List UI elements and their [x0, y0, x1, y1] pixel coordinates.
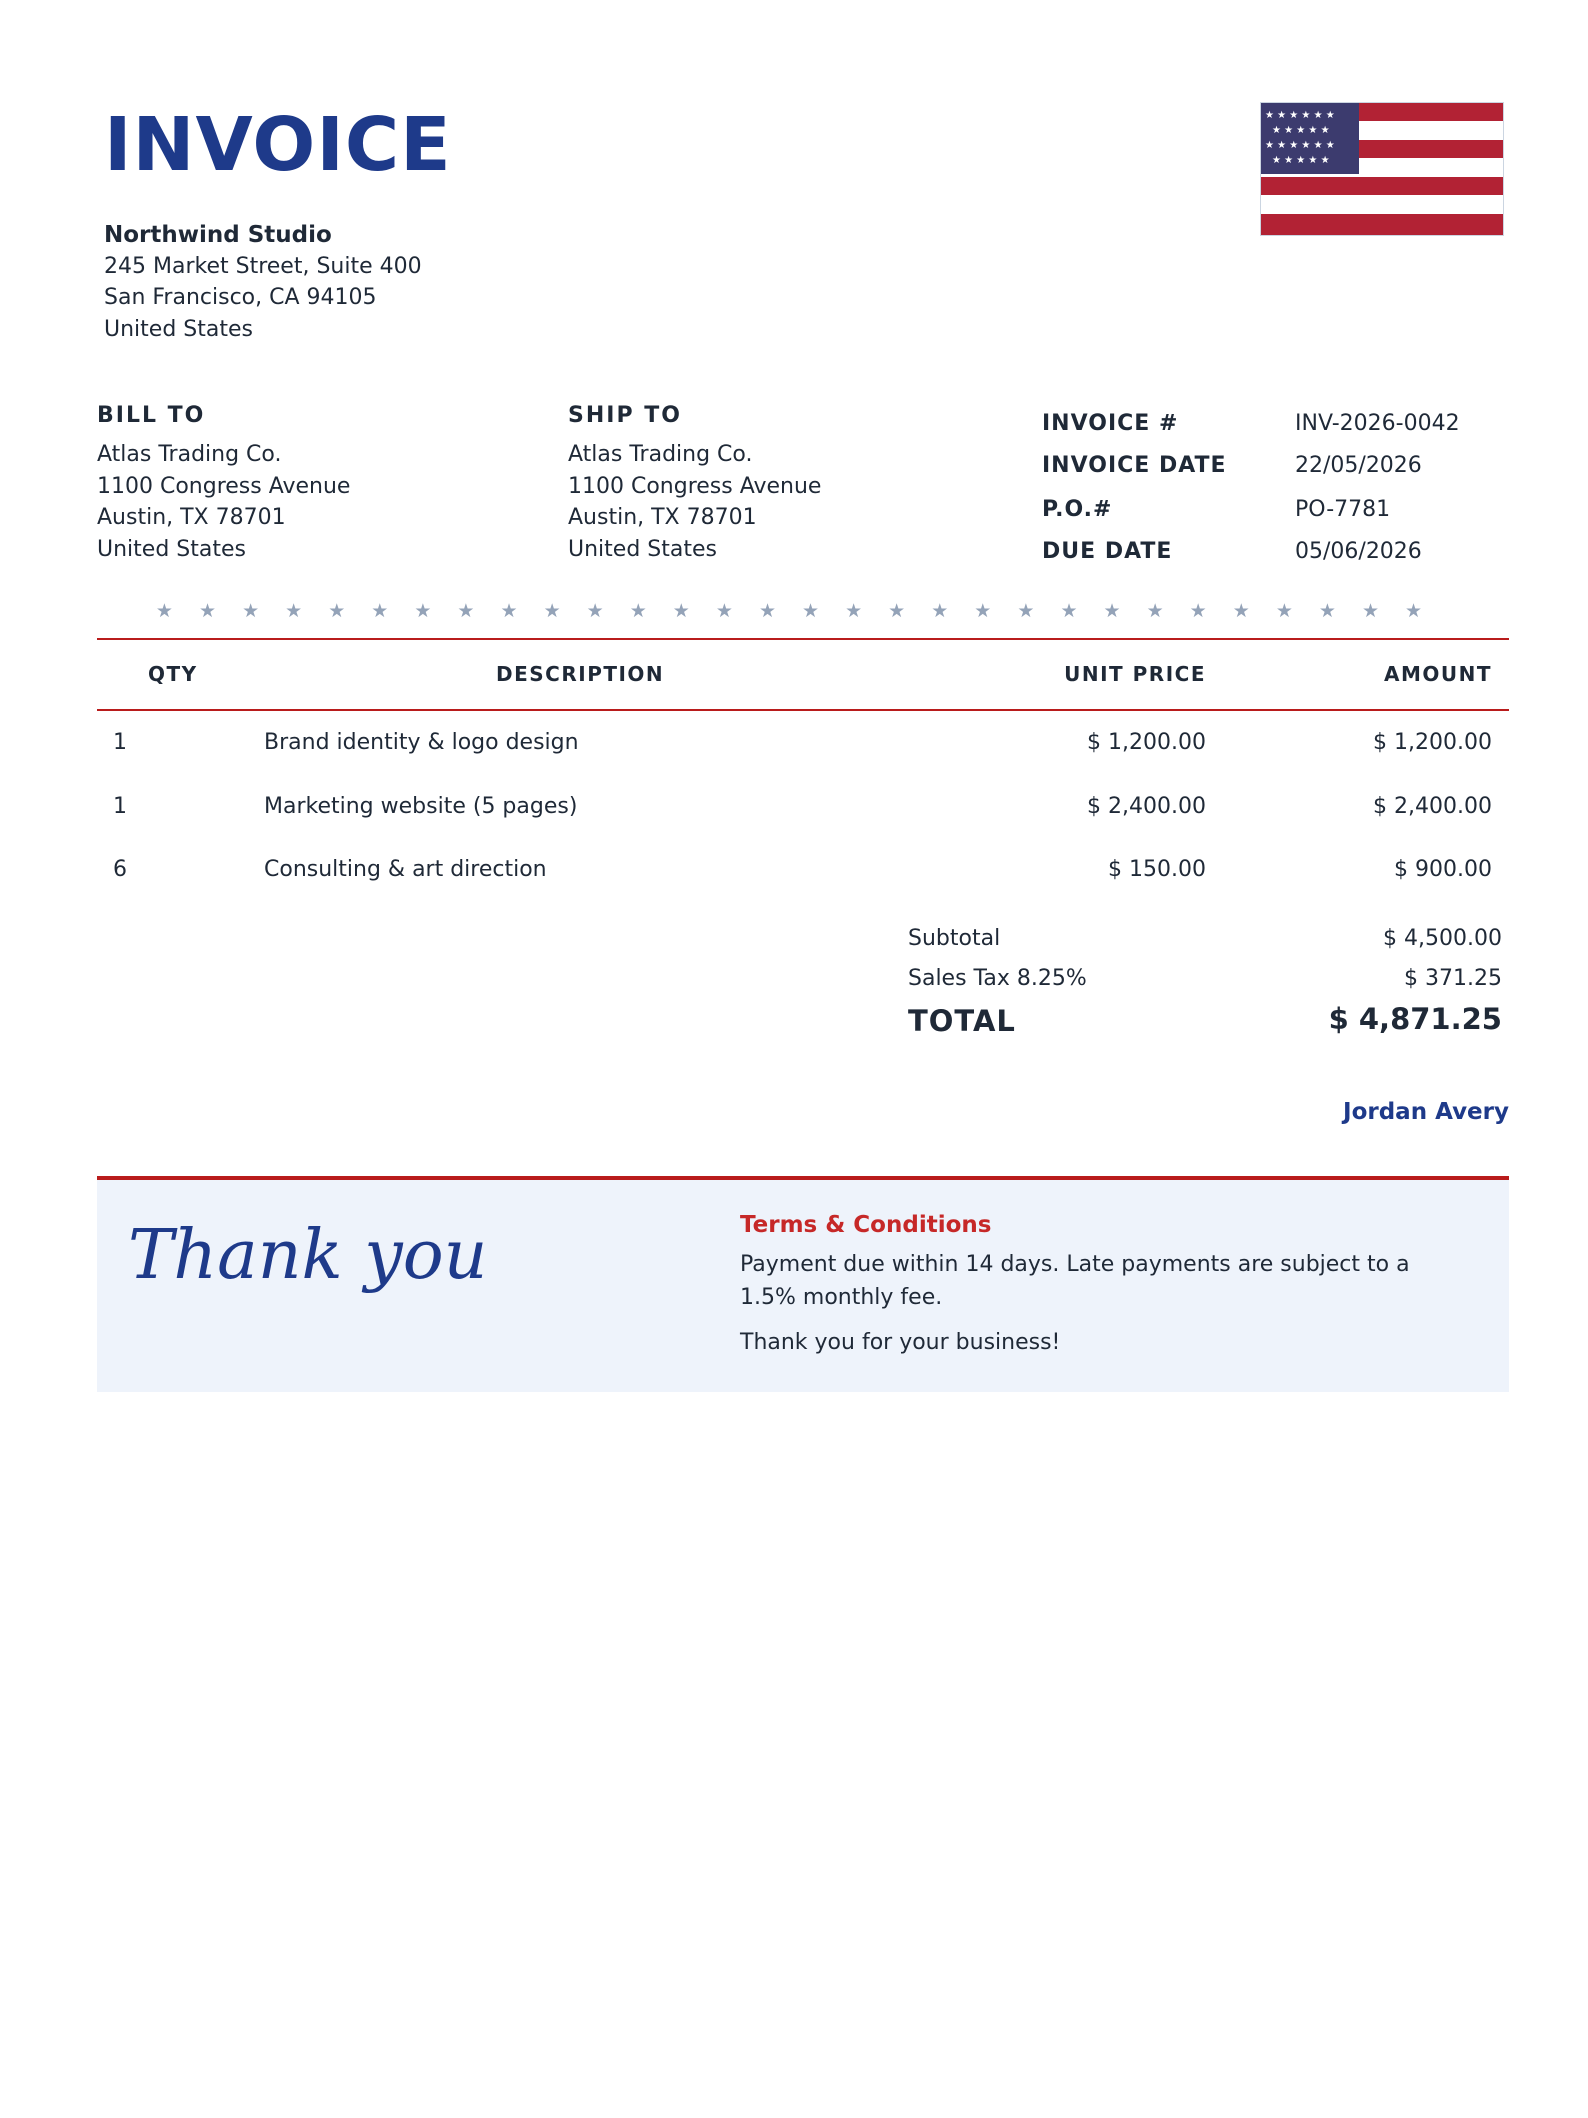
terms-thanks: Thank you for your business!: [740, 1330, 1061, 1355]
row-unit-price: $ 2,400.00: [1087, 794, 1206, 819]
ship-to-line: 1100 Congress Avenue: [568, 474, 822, 499]
ship-to-line: Atlas Trading Co.: [568, 442, 753, 467]
ship-to-label: SHIP TO: [568, 403, 682, 428]
description-header: DESCRIPTION: [496, 662, 665, 686]
terms-text: Payment due within 14 days. Late payments are subject to a 1.5% monthly fee.: [740, 1252, 1410, 1310]
svg-text:★ ★ ★ ★ ★ ★: ★ ★ ★ ★ ★ ★: [1265, 140, 1335, 151]
thank-you-text: Thank you: [128, 1216, 488, 1295]
terms-title: Terms & Conditions: [740, 1212, 992, 1238]
bill-to-label: BILL TO: [97, 403, 206, 428]
us-flag-graphic: [1261, 103, 1503, 235]
bill-to-line: 1100 Congress Avenue: [97, 474, 351, 499]
row-amount: $ 2,400.00: [1373, 794, 1492, 819]
svg-text:★ ★ ★ ★ ★: ★ ★ ★ ★ ★: [1272, 155, 1330, 166]
invoice-title: INVOICE: [104, 102, 452, 188]
qty-header: QTY: [148, 662, 198, 686]
us-flag-icon: [1260, 102, 1504, 236]
row-qty: 1: [113, 730, 127, 755]
company-address-line: United States: [104, 317, 253, 342]
total-value: $ 4,871.25: [1328, 1002, 1502, 1036]
table-header-rule: [97, 709, 1509, 711]
row-unit-price: $ 150.00: [1108, 857, 1206, 882]
row-description: Consulting & art direction: [264, 857, 547, 882]
ship-to-line: Austin, TX 78701: [568, 505, 757, 530]
company-name: Northwind Studio: [104, 222, 332, 248]
svg-text:★ ★ ★ ★ ★ ★: ★ ★ ★ ★ ★ ★: [1265, 110, 1335, 121]
bill-to-line: Austin, TX 78701: [97, 505, 286, 530]
po-number-label: P.O.#: [1042, 497, 1113, 522]
row-qty: 6: [113, 857, 127, 882]
subtotal-label: Subtotal: [908, 926, 1001, 951]
row-description: Brand identity & logo design: [264, 730, 579, 755]
bill-to-line: United States: [97, 537, 246, 562]
company-address-line: 245 Market Street, Suite 400: [104, 254, 422, 279]
total-label: TOTAL: [908, 1004, 1016, 1038]
po-number-value: PO-7781: [1295, 497, 1391, 522]
ship-to-line: United States: [568, 537, 717, 562]
table-top-rule: [97, 638, 1509, 640]
subtotal-value: $ 4,500.00: [1383, 926, 1502, 951]
row-qty: 1: [113, 794, 127, 819]
due-date-label: DUE DATE: [1042, 539, 1173, 564]
sales-tax-value: $ 371.25: [1404, 966, 1502, 991]
svg-text:★ ★ ★ ★ ★: ★ ★ ★ ★ ★: [1272, 125, 1330, 136]
row-amount: $ 1,200.00: [1373, 730, 1492, 755]
invoice-number-label: INVOICE #: [1042, 411, 1179, 436]
invoice-number-value: INV-2026-0042: [1295, 411, 1460, 436]
amount-header: AMOUNT: [1383, 662, 1492, 686]
due-date-value: 05/06/2026: [1295, 539, 1422, 564]
star-divider: ★ ★ ★ ★ ★ ★ ★ ★ ★ ★ ★ ★ ★ ★ ★ ★ ★ ★ ★ ★ ★ ★ ★ ★ ★ ★ ★ ★ ★ ★: [155, 600, 1433, 622]
row-amount: $ 900.00: [1394, 857, 1492, 882]
invoice-date-label: INVOICE DATE: [1042, 453, 1227, 478]
unit-price-header: UNIT PRICE: [1064, 662, 1206, 686]
invoice-date-value: 22/05/2026: [1295, 453, 1422, 478]
sales-tax-label: Sales Tax 8.25%: [908, 966, 1087, 991]
company-address-line: San Francisco, CA 94105: [104, 285, 377, 310]
signer-name: Jordan Avery: [1343, 1099, 1509, 1125]
row-unit-price: $ 1,200.00: [1087, 730, 1206, 755]
row-description: Marketing website (5 pages): [264, 794, 578, 819]
bill-to-line: Atlas Trading Co.: [97, 442, 282, 467]
